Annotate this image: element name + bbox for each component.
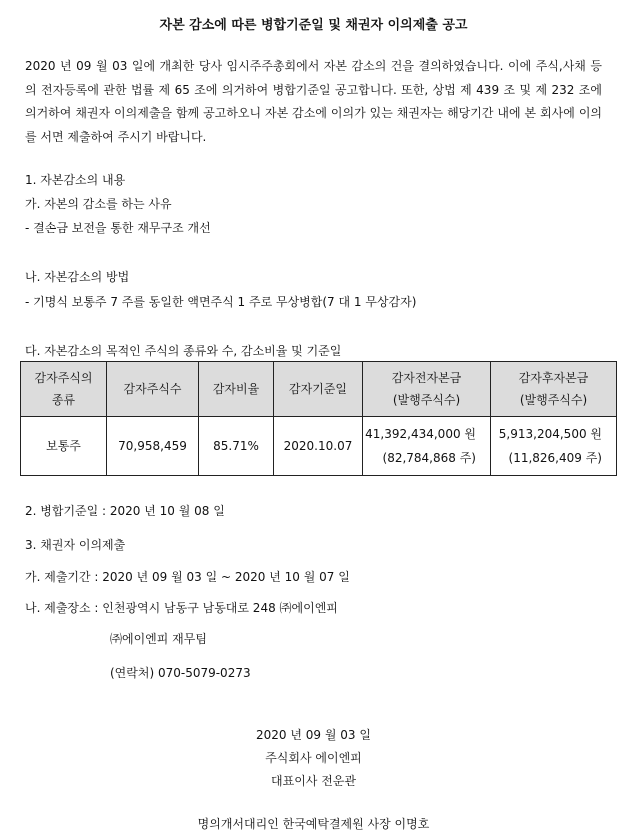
cell-capital-after-shares: (11,826,409 주)	[508, 451, 602, 465]
footer-date: 2020 년 09 월 03 일	[256, 728, 371, 742]
section1-na-item: - 기명식 보통주 7 주를 동일한 액면주식 1 주로 무상병합(7 대 1 무상감자)	[25, 295, 417, 309]
notice-title: 자본 감소에 따른 병합기준일 및 채권자 이의제출 공고	[159, 18, 468, 33]
section1-da-title: 다. 자본감소의 목적인 주식의 종류와 수, 감소비율 및 기준일	[25, 344, 342, 358]
cell-capital-before-shares: (82,784,868 주)	[382, 451, 476, 465]
table-row	[21, 417, 617, 476]
section1-ga-title: 가. 자본의 감소를 하는 사유	[25, 197, 172, 211]
header-capital-before-line2: (발행주식수)	[392, 393, 461, 407]
section3-department: ㈜에이엔피 재무팀	[110, 632, 207, 646]
footer-ceo: 대표이사 전운관	[271, 774, 356, 788]
section1-heading: 1. 자본감소의 내용	[25, 173, 126, 187]
cell-reduced-shares: 70,958,459	[107, 417, 199, 476]
header-capital-before	[363, 362, 491, 417]
header-capital-after-line1: 감자후자본금	[518, 371, 589, 385]
cell-stock-type: 보통주	[21, 417, 107, 476]
header-stock-type	[21, 362, 107, 417]
cell-capital-before	[363, 417, 491, 476]
section1-na-title: 나. 자본감소의 방법	[25, 270, 130, 284]
section2-merge-date: 2. 병합기준일 : 2020 년 10 월 08 일	[25, 504, 225, 518]
header-stock-type-line2: 종류	[51, 393, 76, 407]
header-capital-after	[491, 362, 617, 417]
header-reference-date: 감자기준일	[274, 362, 363, 417]
header-capital-after-line2: (발행주식수)	[519, 393, 588, 407]
cell-reference-date: 2020.10.07	[274, 417, 363, 476]
cell-reduction-ratio: 85.71%	[199, 417, 274, 476]
table-header-row	[21, 362, 617, 417]
header-stock-type-line1: 감자주식의	[34, 371, 93, 385]
section3-place: 나. 제출장소 : 인천광역시 남동구 남동대로 248 ㈜에이엔피	[25, 601, 338, 615]
section3-period: 가. 제출기간 : 2020 년 09 월 03 일 ~ 2020 년 10 월 07 일	[25, 570, 350, 584]
footer-transfer-agent: 명의개서대리인 한국예탁결제원 사장 이명호	[197, 817, 430, 831]
cell-capital-after	[491, 417, 617, 476]
header-reduced-shares: 감자주식수	[107, 362, 199, 417]
section1-ga-item: - 결손금 보전을 통한 재무구조 개선	[25, 221, 211, 235]
intro-paragraph: 2020 년 09 월 03 일에 개최한 당사 임시주주총회에서 자본 감소의 건을 결의하였습니다. 이에 주식,사채 등의 전자등록에 관한 법률 제 65 조에 의거하여 병합기준일 공고합니다. 또한, 상법 제 439 조 및 제 232 조에 의거하여 채권자 이의제출을 함께 공고하오니 자본 감소에 이의가 있는 채권자는 해당기간 내에 본 회사에 이의를 서면 제출하여 주시기 바랍니다.	[25, 59, 602, 144]
section3-contact: (연락처) 070-5079-0273	[110, 666, 251, 680]
header-reduction-ratio: 감자비율	[199, 362, 274, 417]
cell-capital-before-amount: 41,392,434,000 원	[365, 427, 476, 441]
section3-heading: 3. 채권자 이의제출	[25, 538, 126, 552]
capital-reduction-table	[20, 361, 617, 476]
footer-company: 주식회사 에이엔피	[265, 751, 362, 765]
header-capital-before-line1: 감자전자본금	[391, 371, 462, 385]
cell-capital-after-amount: 5,913,204,500 원	[498, 427, 602, 441]
